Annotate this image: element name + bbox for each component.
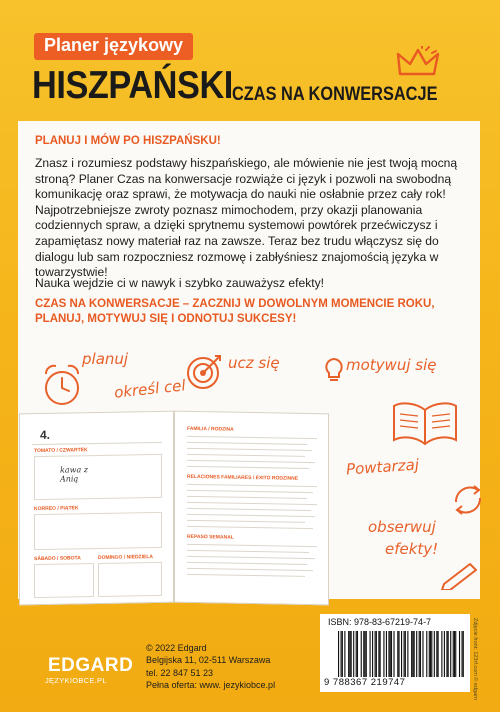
refresh-arrows-icon (448, 480, 488, 520)
publisher-website-logo: JĘZYKIOBCE.PL (45, 676, 107, 685)
book-title: HISZPAŃSKI (32, 64, 233, 107)
doodle-ucz-sie: ucz się (228, 354, 280, 372)
section-family: FAMILIA / RODZINA (187, 425, 234, 433)
description-note: Nauka wejdzie ci w nawyk i szybko zauważysz efekty! (35, 276, 325, 290)
publisher-copyright: © 2022 Edgard (146, 643, 207, 653)
crown-icon (396, 46, 440, 80)
open-book-icon (390, 398, 460, 448)
alarm-clock-icon (38, 360, 86, 410)
planner-right-page (174, 411, 329, 606)
barcode-icon (338, 631, 464, 677)
isbn-label: ISBN: 978-83-67219-74-7 (328, 617, 432, 627)
planner-badge: Planer językowy (34, 33, 193, 60)
section-sunday: DOMINGO / NIEDZIELA (98, 554, 153, 561)
planner-left-page (19, 411, 174, 606)
publisher-address: Belgijska 11, 02-511 Warszawa (146, 655, 271, 666)
doodle-okresl-cel: określ cel (113, 376, 187, 402)
publisher-logo: EDGARD (48, 655, 134, 676)
book-subtitle: CZAS NA KONWERSACJE (232, 84, 438, 105)
publisher-phone: tel. 22 847 51 23 (146, 667, 214, 678)
doodle-powtarzaj: Powtarzaj (345, 455, 420, 479)
doodle-motywuj-sie: motywuj się (346, 356, 437, 374)
page-number: 4. (40, 427, 51, 442)
doodle-obserwuj: obserwuj (368, 518, 436, 536)
pencil-icon (440, 560, 480, 590)
section-thursday: TOMATO / CZWARTEK (34, 447, 88, 455)
section-weekly-review: REPASO SEMANAL (187, 533, 234, 541)
doodle-planuj: planuj (82, 350, 129, 368)
description-cta: CZAS NA KONWERSACJE – ZACZNIJ W DOWOLNYM MOMENCIE ROKU, PLANUJ, MOTYWUJ SIĘ I ODNOTUJ SUKCESY! (35, 298, 435, 325)
section-saturday: SÁBADO / SOBOTA (34, 555, 81, 563)
isbn-barcode-box (320, 614, 470, 692)
photo-credit: Zdjęcie front: 123rf.com © edgarn (472, 618, 478, 701)
section-friday: KORREO / PIĄTEK (34, 505, 79, 513)
target-icon (182, 352, 224, 392)
description-body: Znasz i rozumiesz podstawy hiszpańskiego, ale mówienie nie jest twoją mocną stroną? Planer Czas na konwersacje rozwiąże ci język i pozwoli na swobodną komunikację oraz sprawi, że motywacja do nauki nie osłabnie przez cały rok! Najpotrzebniejsze zwroty poznasz mimochodem, przy okazji planowania codziennych spraw, a dzięki sprytnemu systemowi powtórek przećwiczysz i zapamiętasz nowy materiał raz na zawsze. Teraz bez trudu włączysz się do dialogu lub sam rozpoczniesz rozmowę i zabłyśniesz znajomością języka w towarzystwie! (35, 156, 458, 280)
section-family-relations: RELACIONES FAMILIARES / ÉXITO RODZINNE (187, 473, 299, 482)
planner-note: kawa z Anią (60, 465, 88, 484)
description-heading: PLANUJ I MÓW PO HISZPAŃSKU! (35, 135, 221, 147)
doodle-efekty: efekty! (385, 540, 439, 558)
planner-page-preview (19, 412, 329, 608)
isbn-digits: 9 788367 219747 (324, 677, 406, 688)
publisher-offer: Pełna oferta: www. jezykiobce.pl (146, 679, 276, 690)
publisher-info (146, 642, 275, 691)
lightbulb-icon (320, 356, 348, 384)
